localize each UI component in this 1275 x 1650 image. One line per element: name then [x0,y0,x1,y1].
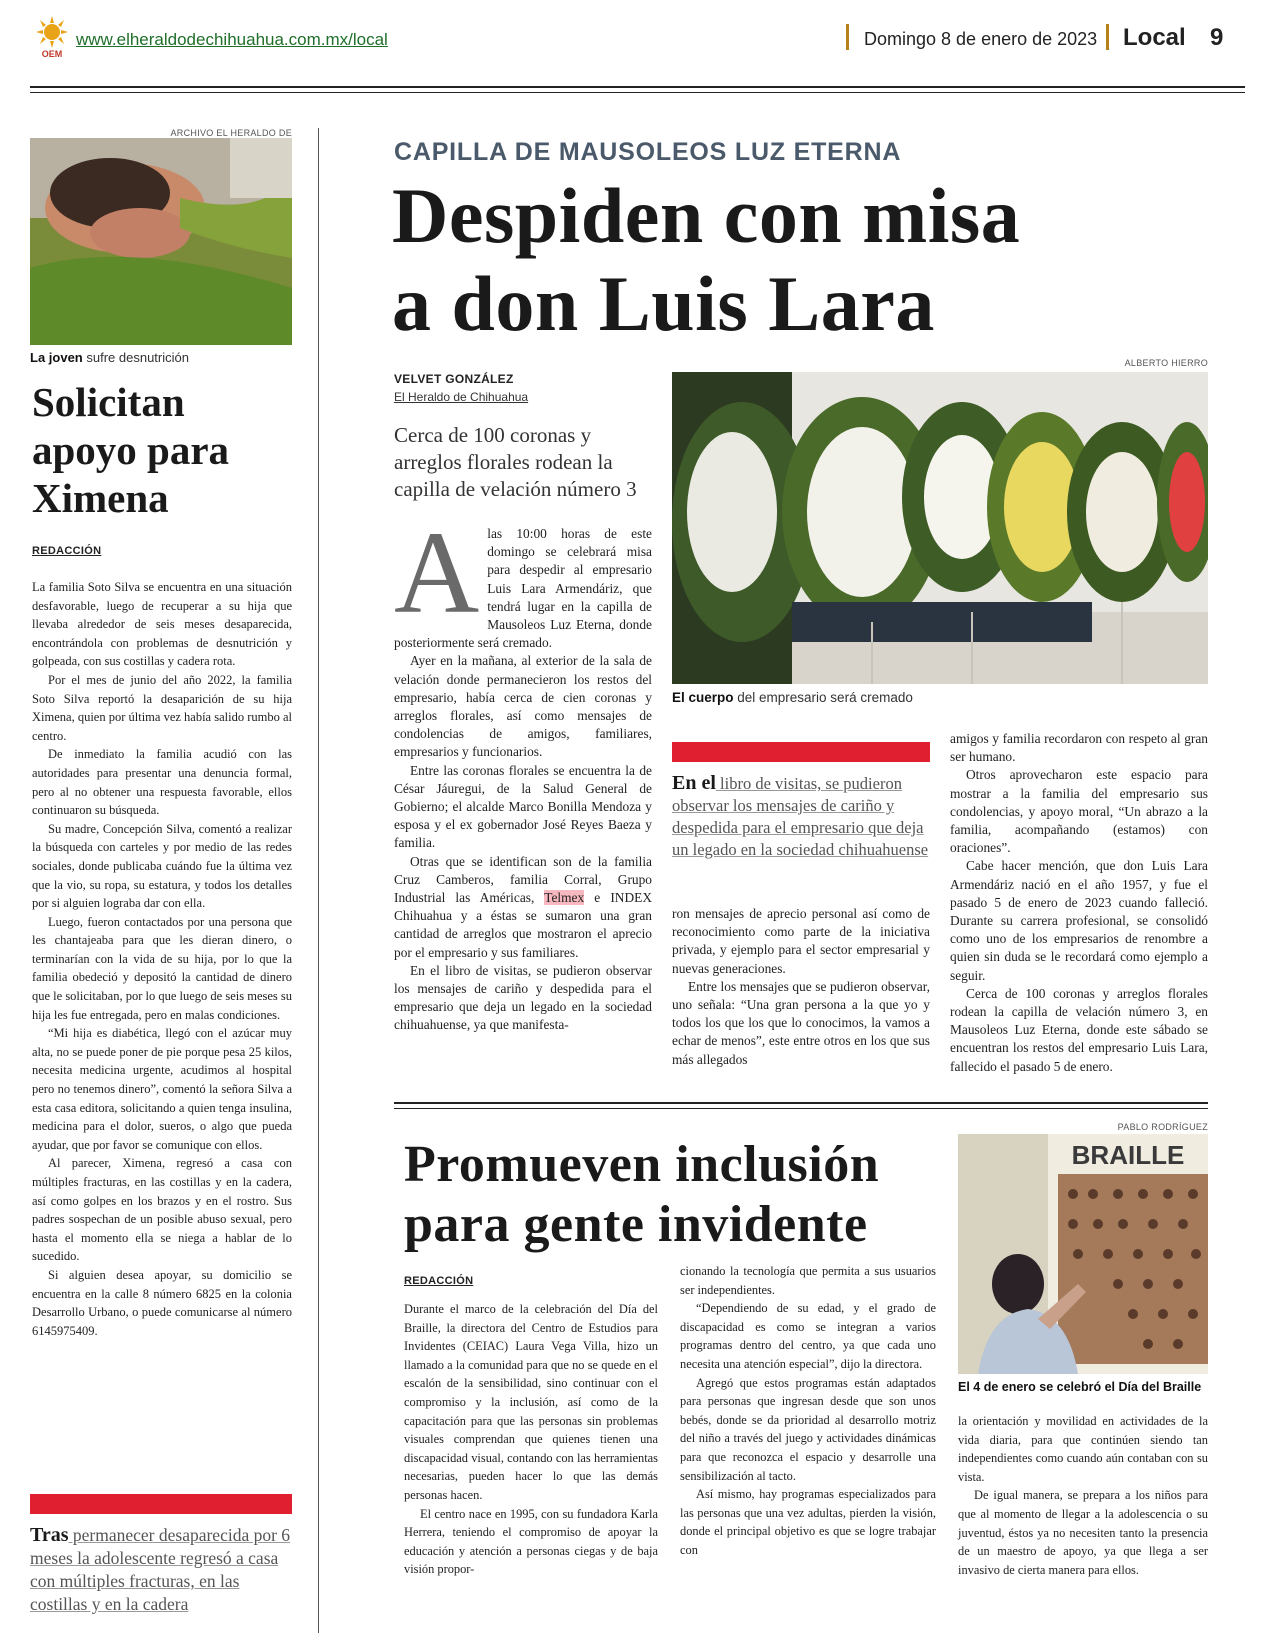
left-byline: REDACCIÓN [32,545,102,557]
paragraph: El centro nace en 1995, con su fundadora Karla Herrera, teniendo el compromiso de apoyar la educación y atención a personas ciegas y de baja visión propor- [404,1506,658,1577]
photo-caption [30,350,292,365]
header-rule [30,86,1245,88]
left-headline: Solicitan apoyo para Ximena [32,379,230,521]
pullquote-lead: En el [672,772,716,794]
paragraph: la orientación y movilidad en actividades de la vida diaria, para que continúen siendo tan independientes como cuando aún contaban con su vista. [958,1414,1208,1484]
main-column-3 [950,730,1208,1076]
paragraph: ron mensajes de aprecio personal así como de reconocimiento como parte de la iniciativa privada, y ejemplo para el sector empresarial y nuevas generaciones. [672,906,930,976]
photo-caption [672,690,1208,705]
sun-logo-icon [30,14,74,58]
kicker: CAPILLA DE MAUSOLEOS LUZ ETERNA [394,138,902,166]
edition-date: Domingo 8 de enero de 2023 [864,29,1098,49]
patient-image-icon [30,138,292,345]
photo-caption: El 4 de enero se celebró el Día del Braille [958,1380,1202,1394]
paragraph: Luego, fueron contactados por una persona que les chantajeaba para que les dieran dinero, o terminarían con la vida de su hija, por lo que la familia obedeció y depositó la cantidad de dinero que le solicitaban, por lo que luego de seis meses su hija les fue entregada, pero en malas condiciones. [32,914,293,1022]
caption-text: del empresario será cremado [733,690,913,705]
paragraph-text: Otras que se identifican son de la familia Cruz Camberos, familia Corral, Grupo Industrial las Américas, [394,853,652,906]
headline-line: Despiden con misa [392,172,1021,259]
main-column-1 [394,507,652,1035]
caption-text: sufre desnutrición [82,350,189,365]
braille-sign-text: BRAILLE [1071,1140,1185,1170]
paragraph: Así mismo, hay programas especializados para las personas que una vez adultas, pierden la visión, donde el principal objetivo es que se logre trabajar con [680,1487,936,1557]
paragraph: Cerca de 100 coronas y arreglos florales rodean la capilla de velación número 3, en Mausoleos Luz Eterna, donde este sábado se encuentran los restos del empresario Luis Lara, fallecido el pasado 5 de enero. [950,985,1208,1074]
paragraph: En el libro de visitas, se pudieron observar los mensajes de cariño y despedida para el empresario que deja un legado en la sociedad chihuahuense, ya que manifesta- [394,962,652,1033]
paragraph: “Dependiendo de su edad, y el grado de discapacidad es como se integran a varios programas dentro del centro, ya que cada uno necesita una atención especial”, dijo la directora. [680,1301,936,1371]
paragraph: Al parecer, Ximena, regresó a casa con múltiples fracturas, en las costillas y en la cadera, así como golpes en los brazos y en el rostro. Sus padres sospechan de un posible abuso sexual, pero hasta el momento ella se niega a hablar de lo sucedido. [32,1156,292,1264]
story-deck: Cerca de 100 coronas y arreglos florales rodean la capilla de velación número 3 [394,423,637,501]
paragraph: Cabe hacer mención, que don Luis Lara Armendáriz nació en el año 1957, y fue el pasado 5 de enero de 2023 cuando falleció. Durante su carrera profesional, se consolidó como uno de los empresarios de renombre a quien sin duda se le recordará como ejemplo a seguir. [950,858,1208,983]
pullquote-bar [672,742,930,762]
second-column-3 [958,1412,1208,1579]
photo-credit: PABLO RODRÍGUEZ [1117,1122,1208,1132]
page-number: 9 [1210,24,1224,51]
header-divider [846,24,849,50]
headline-line: Promueven inclusión [404,1136,880,1193]
column-divider [318,128,319,1633]
story-separator [394,1102,1208,1104]
paragraph [394,853,652,962]
photo-credit: ALBERTO HIERRO [1124,358,1208,368]
paragraph: amigos y familia recordaron con respeto al gran ser humano. [950,731,1208,765]
story-separator [394,1108,1208,1109]
headline-line: para gente invidente [404,1196,868,1253]
paragraph: La familia Soto Silva se encuentra en una situación desfavorable, luego de recuperar a su hija que llevaba alrededor de seis meses desaparecida, encontrándola con problemas de desnutrición y golpeada, con sus costillas y cadera rota. [32,580,292,669]
logo-text: OEM [41,49,63,58]
paragraph: “Mi hija es diabética, llegó con el azúcar muy alta, no se puede poner de pie porque pesa 25 kilos, necesita medicina urgente, acudimos al hospital pero no tenemos dinero”, comentó la señora Silva a esta casa editora, solicitando a quien tenga insulina, medicina para el dolor, sueros, o algo que pueda ayudar, que por favor se comunique con ellos. [32,1026,292,1152]
paragraph: Entre los mensajes que se pudieron observar, uno señala: “Una gran persona a la que yo y todos los que los que lo conocimos, la vamos a echar de menos”, este entre otros en los que sus más allegados [672,978,930,1067]
braille-wall-photo [958,1134,1208,1374]
author-name: VELVET GONZÁLEZ [394,372,514,386]
paragraph-text: e INDEX Chihuahua y a éstas se sumaron una gran cantidad de arreglos que mostraron el aprecio por el empresario y sus familiares. [394,890,652,960]
paragraph: Agregó que estos programas están adaptados para personas que ingresan desde que son unos bebés, donde se da prioridad al desarrollo motriz del niño a través del juego y actividades dinámicas para que reconozca el espacio y desarrolle una sensibilización al tacto. [680,1375,936,1483]
second-headline [404,1135,964,1255]
paragraph: Otros aprovecharon este espacio para mostrar a la familia del empresario sus condolencias, y apoyo moral, “Un abrazo a la familia, acompañando (estamos) con oraciones”. [950,767,1208,856]
paragraph: las 10:00 horas de este domingo se celebrará misa para despedir al empresario Luis Lara Armendáriz, que tendrá lugar en la capilla de Mausoleos Luz Eterna, donde posteriormente será cremado. [394,526,652,651]
pullquote-text: permanecer desaparecida por 6 meses la adolescente regresó a casa con múltiples fracturas, en las costillas y en la cadera [30,1525,291,1614]
caption-lead: La joven [30,350,83,365]
main-pullquote [672,772,930,861]
section-name: Local [1123,24,1186,51]
paragraph: Durante el marco de la celebración del Día del Braille, la directora del Centro de Estudios para Invidentes (CEIAC) Laura Vega Villa, hizo un llamado a la comunidad para que no se quede en el escalón de la sensibilidad, sino continuar con el compromiso y la inclusión, así como de la capacitación para que las personas sin problemas visuales comprendan que quienes tienen una discapacidad visual, contando con las herramientas necesarias, pueden hacer lo que las demás personas hacen. [404,1302,658,1502]
headline-line: a don Luis Lara [392,260,935,347]
newspaper-logo [30,14,74,58]
site-url-link[interactable]: www.elheraldodechihuahua.com.mx/local [76,30,388,49]
caption-lead: El cuerpo [672,690,734,705]
paragraph: De igual manera, se prepara a los niños para que al momento de llegar a la adolescencia o su juventud, éstos ya no necesiten tanto la presencia de un maestro de apoyo, ya que llega a ser invasivo de cierta manera para ellos. [958,1488,1208,1577]
second-byline: REDACCIÓN [404,1275,474,1287]
paragraph: Su madre, Concepción Silva, comentó a realizar la búsqueda con carteles y por medio de las redes sociales, donde publicaba cuándo fue la última vez que la vio, su ropa, su estatura, y todos los detalles por si alguien lograba dar con ella. [32,821,292,911]
left-article-body [32,578,292,1340]
paragraph: Por el mes de junio del año 2022, la familia Soto Silva reportó la desaparición de su hija Ximena, quien por última vez había salido rumbo al centro. [32,672,292,743]
paragraph: Si alguien desea apoyar, su domicilio se encuentra en la calle 8 número 6825 en la colonia Desarrollo Urbano, o puede comunicarse al número 6145975409. [32,1267,292,1338]
paragraph: cionando la tecnología que permita a sus usuarios ser independientes. [680,1264,936,1297]
paragraph: Ayer en la mañana, al exterior de la sala de velación donde permanecieron los restos del empresario, había cerca de cien coronas y arreglos florales, así como mensajes de condolencias de amigos, familiares, empresarios y funcionarios. [394,653,652,760]
second-column-1 [404,1300,658,1579]
second-column-2 [680,1262,936,1560]
pullquote-bar [30,1494,292,1514]
paragraph: De inmediato la familia acudió con las autoridades para presentar una denuncia formal, pero al no obtener una respuesta favorable, ellos continuaron su búsqueda. [32,747,292,818]
braille-image-icon [958,1134,1208,1374]
photo-credit: ARCHIVO EL HERALDO DE [170,128,292,138]
paragraph: Entre las coronas florales se encuentra la de César Jáuregui, de la Salud General de Gobierno; el alcalde Marco Bonilla Mendoza y esposa y el ex gobernador José Reyes Baeza y familia. [394,762,652,851]
girl-photo [30,138,292,345]
pullquote-lead: Tras [30,1524,69,1546]
main-headline [392,172,1232,348]
drop-cap: A [394,507,480,638]
highlighted-word: Telmex [544,890,585,906]
author-publication: El Heraldo de Chihuahua [394,390,529,404]
flowers-image-icon [672,372,1208,684]
left-pullquote [30,1524,292,1616]
pullquote-text: libro de visitas, se pudieron observar los mensajes de cariño y despedida para el empresario que deja un legado en la sociedad chihuahuense [672,774,929,859]
header-divider [1106,24,1109,50]
flower-arrangements-photo [672,372,1208,684]
main-column-2 [672,905,930,1069]
header-rule [30,92,1245,93]
